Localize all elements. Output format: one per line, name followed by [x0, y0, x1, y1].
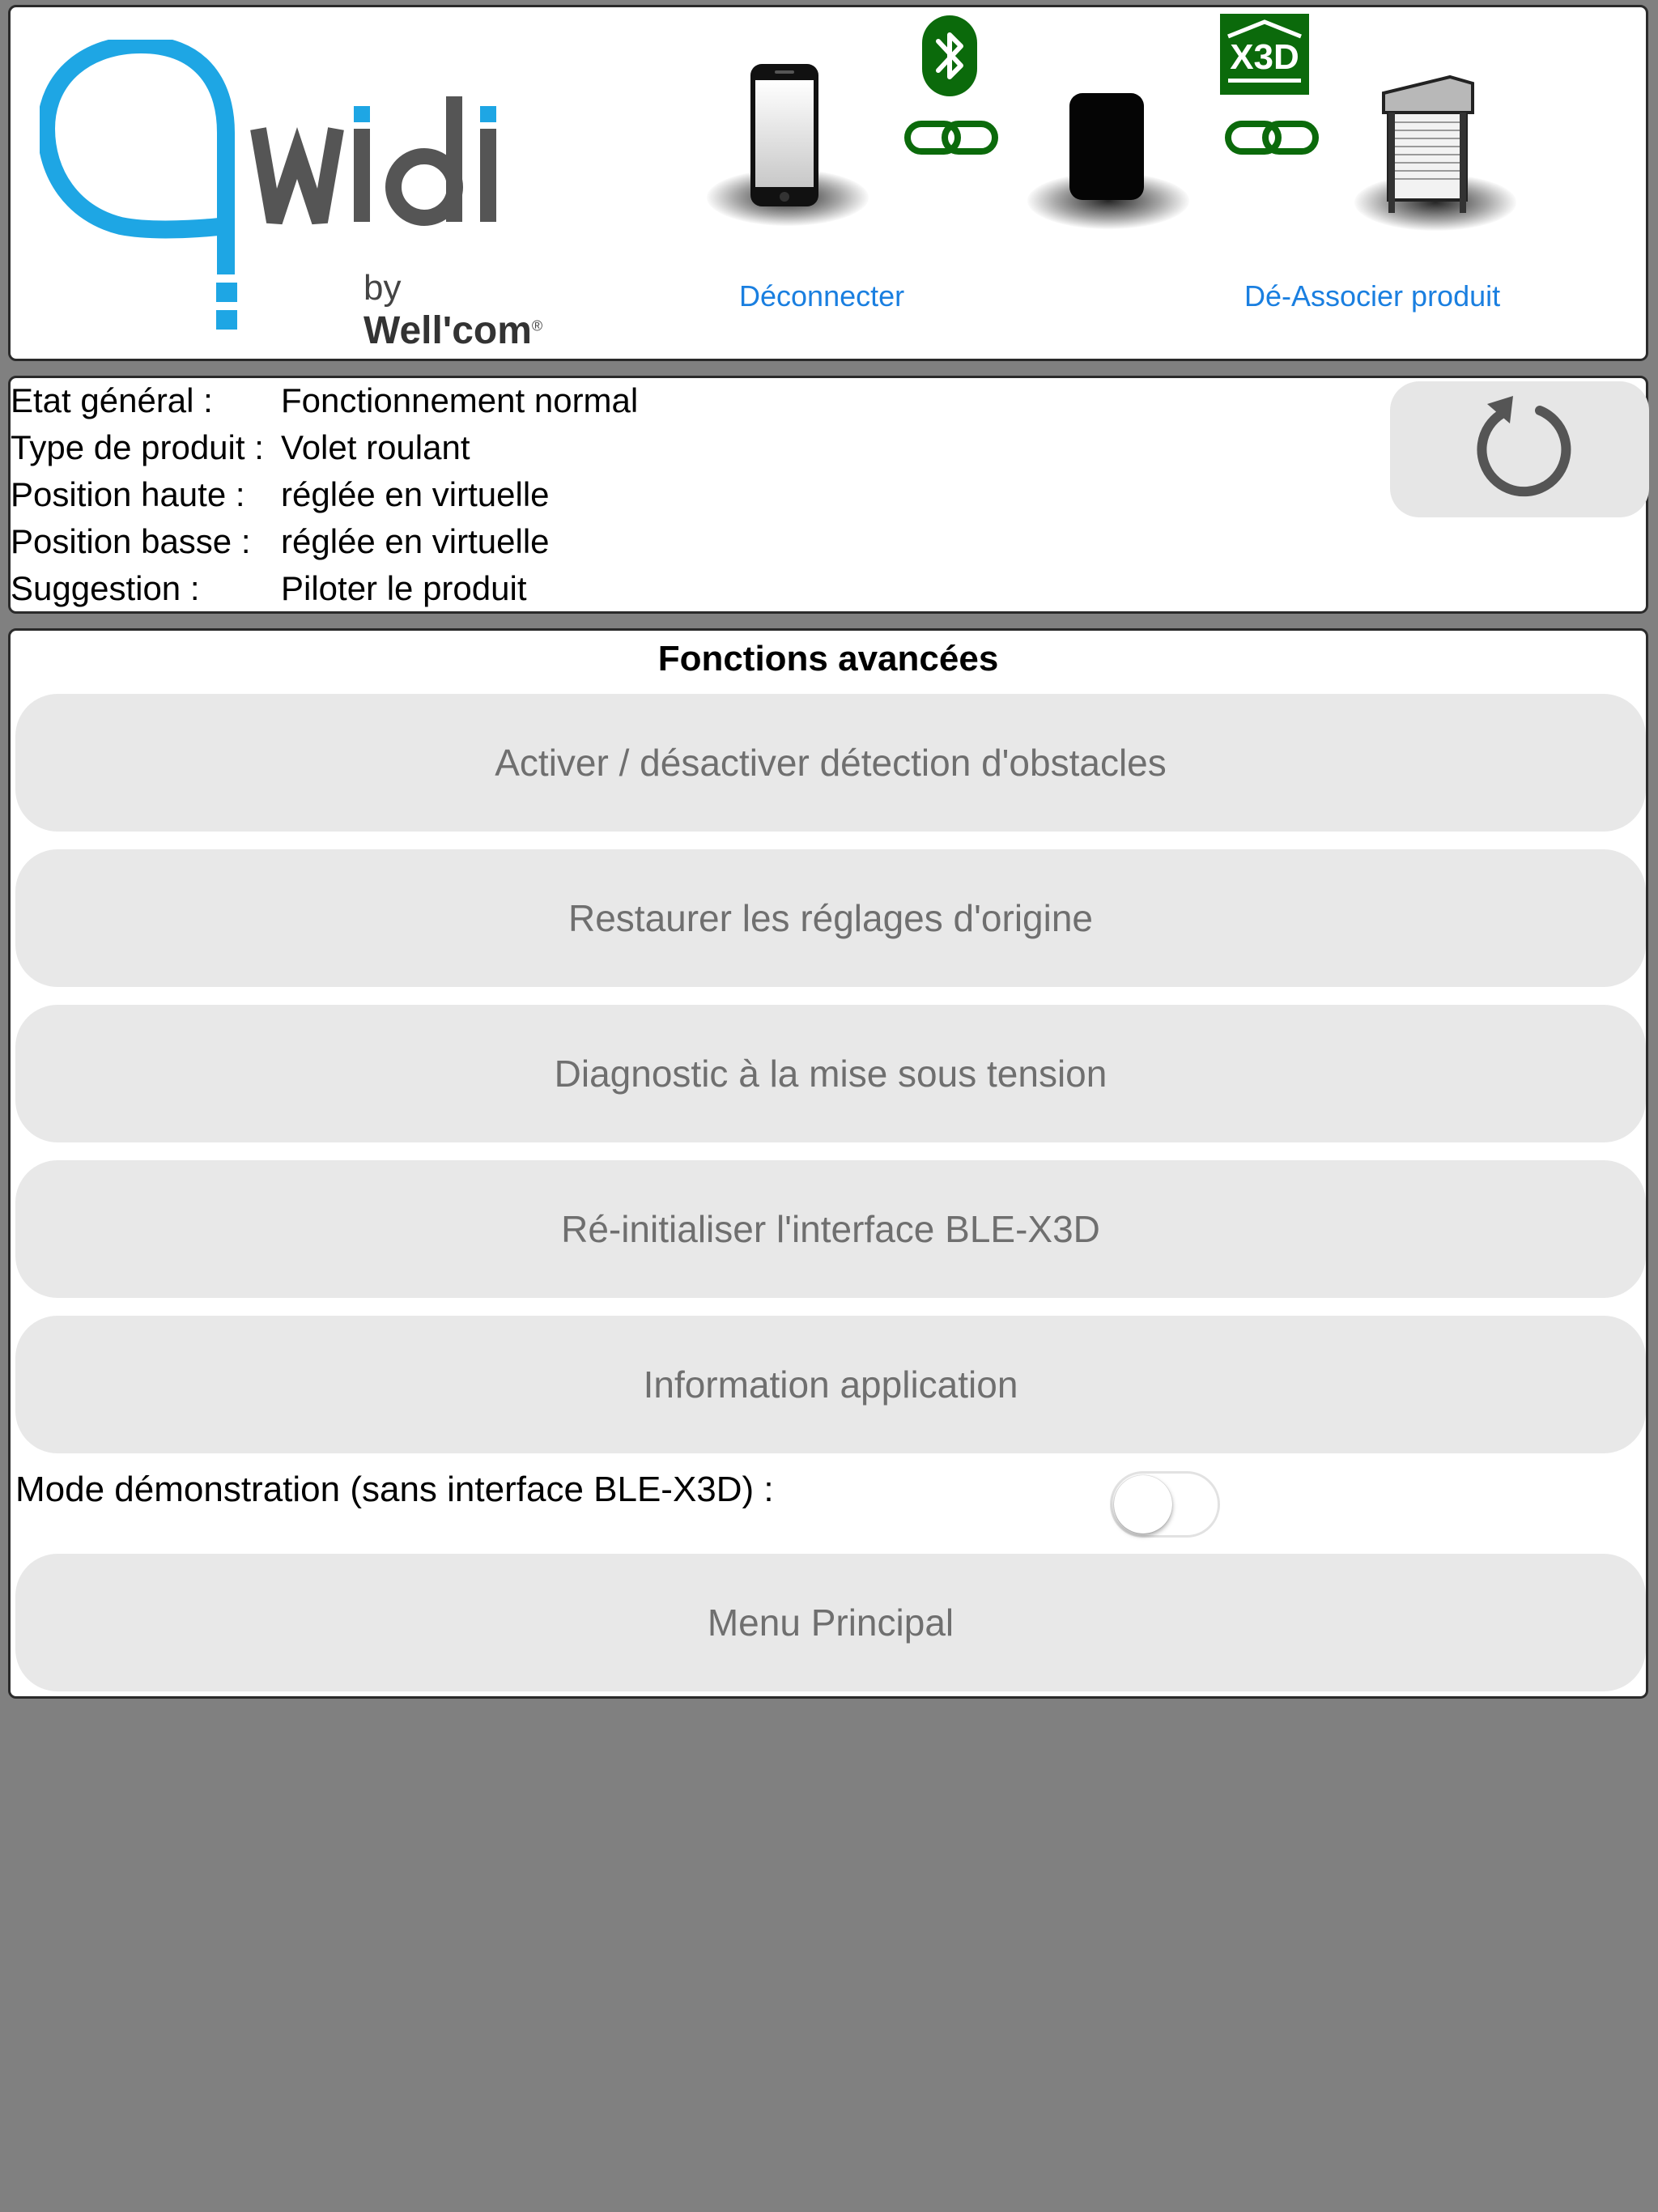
logo-byline-brand: Well'com — [363, 309, 532, 352]
advanced-functions-title: Fonctions avancées — [657, 639, 999, 678]
status-label: Position basse : — [11, 522, 251, 560]
header-panel — [8, 5, 1648, 361]
link-chain-icon-1 — [904, 121, 998, 159]
reset-ble-interface-button[interactable]: Ré-initialiser l'interface BLE-X3D — [15, 1160, 1646, 1298]
disconnect-link[interactable]: Déconnecter — [739, 279, 905, 313]
ble-interface-icon — [1068, 91, 1146, 206]
status-label: Type de produit : — [11, 428, 264, 466]
demo-mode-label: Mode démonstration (sans interface BLE-X3D) : — [15, 1470, 774, 1509]
demo-mode-toggle[interactable] — [1110, 1471, 1220, 1538]
status-label: Suggestion : — [11, 569, 200, 607]
status-value: réglée en virtuelle — [281, 522, 550, 560]
roller-shutter-icon — [1377, 70, 1477, 220]
smartphone-icon — [749, 62, 820, 212]
app-information-button[interactable]: Information application — [15, 1316, 1646, 1453]
advanced-functions-panel — [8, 628, 1648, 1699]
status-panel — [8, 376, 1648, 614]
refresh-button[interactable] — [1390, 381, 1649, 517]
link-chain-icon-2 — [1225, 121, 1319, 159]
obstacle-detection-button[interactable]: Activer / désactiver détection d'obstacles — [15, 694, 1646, 832]
main-menu-button[interactable]: Menu Principal — [15, 1554, 1646, 1691]
power-on-diagnostic-button[interactable]: Diagnostic à la mise sous tension — [15, 1005, 1646, 1142]
restore-factory-settings-button[interactable]: Restaurer les réglages d'origine — [15, 849, 1646, 987]
logo-byline — [363, 268, 558, 353]
unpair-product-link[interactable]: Dé-Associer produit — [1244, 279, 1501, 313]
status-value: Fonctionnement normal — [281, 381, 639, 419]
status-label: Etat général : — [11, 381, 213, 419]
qwidi-logo — [40, 40, 558, 352]
bluetooth-icon — [922, 15, 977, 100]
logo-registered-mark: ® — [531, 317, 543, 334]
logo-byline-prefix: by — [363, 268, 402, 308]
x3d-badge-text: X3D — [1230, 37, 1299, 77]
refresh-icon — [1390, 381, 1649, 517]
x3d-badge — [1220, 14, 1309, 99]
status-label: Position haute : — [11, 475, 245, 513]
status-value: réglée en virtuelle — [281, 475, 550, 513]
status-value: Volet roulant — [281, 428, 470, 466]
status-value: Piloter le produit — [281, 569, 527, 607]
toggle-knob — [1114, 1475, 1172, 1534]
